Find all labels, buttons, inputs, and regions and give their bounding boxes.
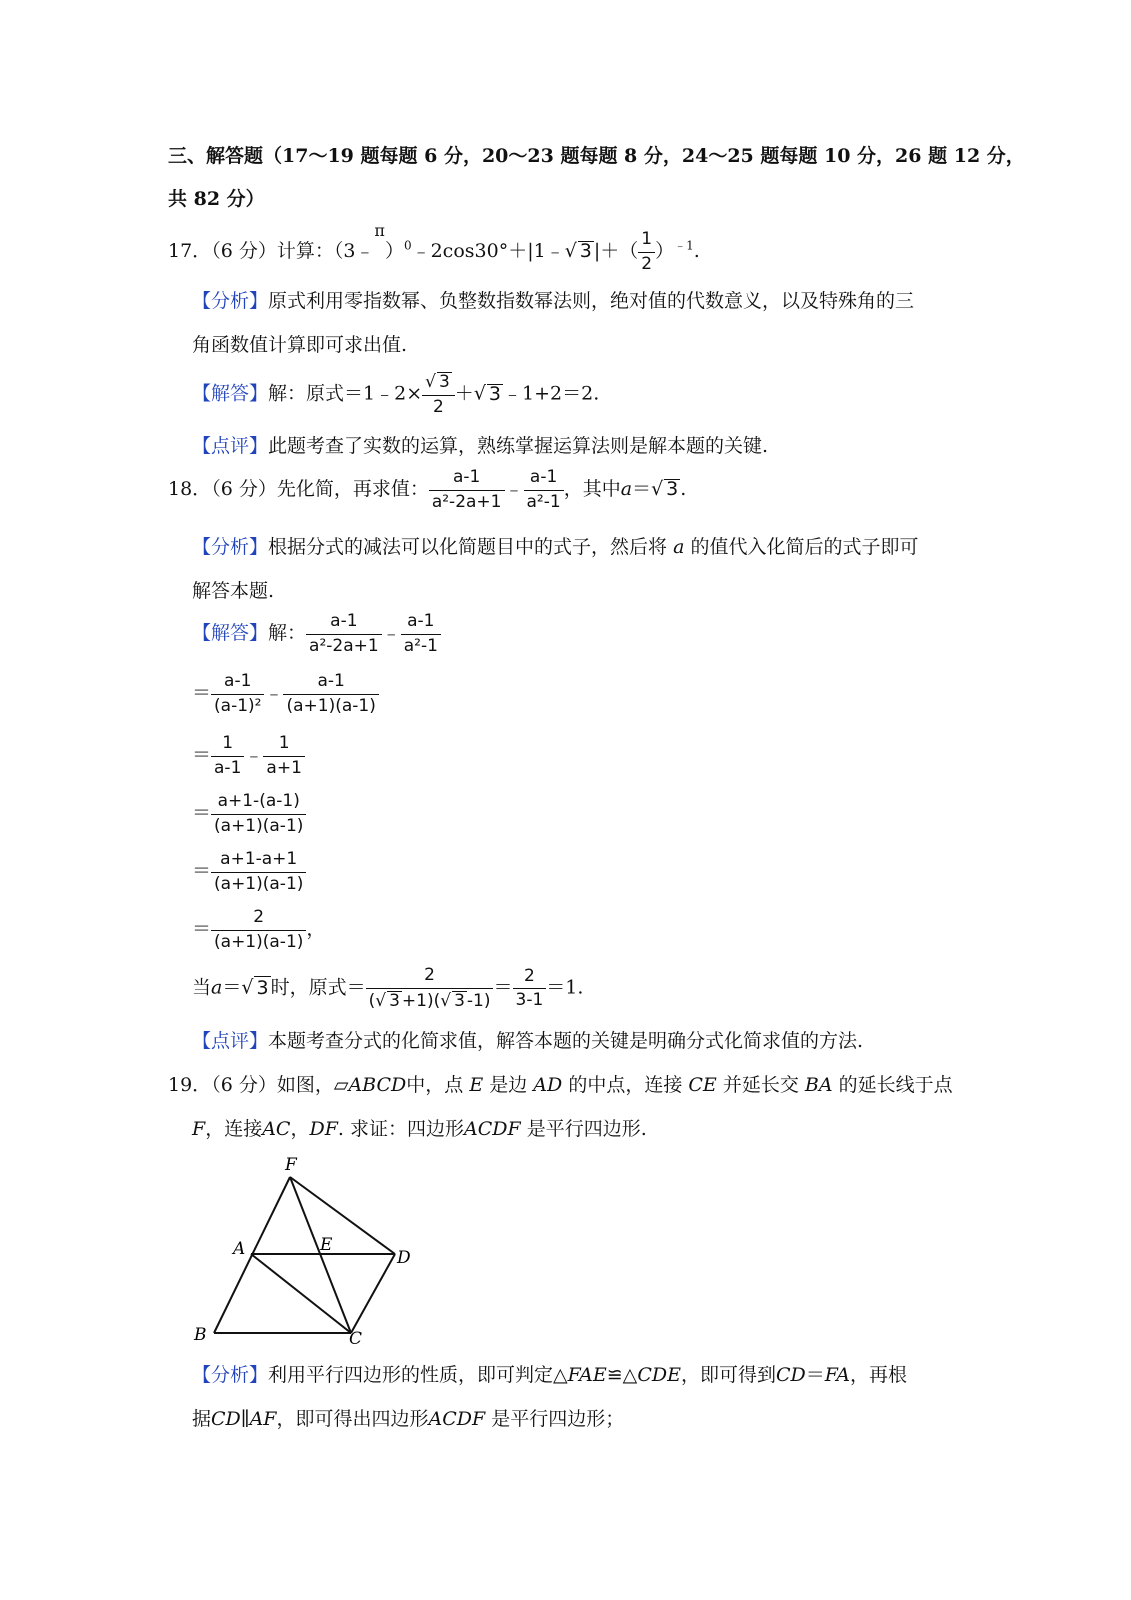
frac-den: (a+1)(a-1) bbox=[214, 815, 304, 836]
q19-analysis-cont bbox=[192, 1410, 624, 1429]
q18-op: ﹣ bbox=[381, 622, 401, 645]
step-frac bbox=[283, 672, 378, 716]
frac-den: (a+1)(a-1) bbox=[214, 873, 304, 894]
frac-den: 2 bbox=[433, 396, 444, 417]
q18-frac2 bbox=[401, 612, 441, 656]
q19-var: ACDF bbox=[428, 1408, 486, 1430]
analysis-tag: 【分析】 bbox=[192, 290, 269, 312]
q19-var: CD bbox=[775, 1364, 806, 1386]
q19-var: AF bbox=[249, 1408, 277, 1430]
final-frac bbox=[366, 966, 494, 1011]
q18-when: 时，原式＝ bbox=[270, 976, 366, 999]
q17-analysis-cont: 角函数值计算即可求出值. bbox=[192, 334, 408, 356]
frac-den bbox=[366, 989, 494, 1012]
frac-num: a+1-a+1 bbox=[211, 850, 306, 873]
q19-text: 是平行四边形. bbox=[526, 1118, 647, 1140]
q18-frac2 bbox=[524, 468, 564, 512]
parallel-icon: ∥ bbox=[240, 1408, 250, 1430]
step-frac bbox=[211, 672, 264, 716]
q18-op: ﹣ bbox=[264, 682, 284, 705]
frac-num: 2 bbox=[211, 908, 306, 931]
eq-sign: ＝ bbox=[192, 802, 212, 825]
q17-exp-neg: ﹣1 bbox=[674, 238, 694, 253]
frac-den: (a-1)² bbox=[214, 695, 262, 716]
q18-op: ﹣ bbox=[504, 478, 524, 501]
section-heading-cont: 共 82 分） bbox=[168, 188, 265, 210]
step-frac bbox=[263, 734, 304, 778]
frac-num: a+1-(a-1) bbox=[211, 792, 306, 815]
q18-cond: ，其中 bbox=[563, 478, 621, 501]
q19-text: . 求证：四边形 bbox=[337, 1118, 464, 1140]
q19-var: AC bbox=[262, 1118, 291, 1140]
q17-end: . bbox=[693, 240, 700, 263]
frac-num: a-1 bbox=[283, 672, 378, 695]
q18-analysis-text: 的值代入化简后的式子即可 bbox=[690, 536, 919, 558]
q19-text: ，连接 bbox=[205, 1118, 263, 1140]
analysis-tag: 【分析】 bbox=[192, 1364, 269, 1386]
q17-comment bbox=[192, 437, 768, 456]
q17-radicand: 3 bbox=[488, 382, 502, 405]
q19-var: FA bbox=[824, 1364, 851, 1386]
answer-tag: 【解答】 bbox=[192, 622, 269, 645]
label-A: A bbox=[233, 1239, 246, 1259]
q19-var: CDE bbox=[637, 1364, 681, 1386]
step-frac bbox=[211, 908, 306, 952]
frac-den: 3-1 bbox=[515, 990, 544, 1011]
q19-analysis-text: ，即可得到 bbox=[680, 1364, 776, 1386]
q17-answer-text: 解：原式＝1﹣2× bbox=[268, 382, 423, 405]
q18-stem bbox=[168, 468, 686, 512]
q19-stem bbox=[168, 1076, 953, 1095]
q19-analysis-text: 利用平行四边形的性质，即可判定△ bbox=[268, 1364, 568, 1386]
q17-analysis-text: 原式利用零指数幂、负整数指数幂法则，绝对值的代数意义，以及特殊角的三 bbox=[268, 290, 915, 312]
q18-var: a bbox=[620, 478, 633, 501]
q17-pi: π bbox=[374, 220, 385, 240]
q19-text: 中，点 bbox=[406, 1074, 464, 1096]
sqrt-icon: √ bbox=[440, 990, 452, 1011]
q17-comment-text: 此题考查了实数的运算，熟练掌握运算法则是解本题的关键. bbox=[268, 435, 769, 457]
sqrt-icon: √ bbox=[564, 240, 577, 263]
q18-number: 18． bbox=[168, 478, 212, 501]
q19-analysis-text: ≌△ bbox=[606, 1364, 638, 1386]
q18-var: a bbox=[211, 976, 223, 999]
q17-exp-zero: 0 bbox=[403, 238, 412, 253]
q19-var: ABCD bbox=[348, 1074, 407, 1096]
frac-den: a-1 bbox=[214, 757, 242, 778]
q19-var: DF bbox=[309, 1118, 338, 1140]
q19-text: ， bbox=[290, 1118, 310, 1140]
q18-final bbox=[192, 966, 583, 1011]
eq-sign: ＝ bbox=[493, 976, 513, 999]
q18-step-4 bbox=[192, 850, 306, 894]
q17-answer-text: ＋ bbox=[454, 382, 474, 405]
section-heading: 三、解答题（17～19 题每题 6 分，20～23 题每题 8 分，24～25 题每题 10 分，26 题 12 分， bbox=[168, 145, 1025, 167]
eq-sign: ＝ bbox=[192, 918, 212, 941]
q19-var: E bbox=[469, 1074, 484, 1096]
q17-score: （6 分）计算： bbox=[211, 240, 334, 263]
q19-text: 并延长交 bbox=[722, 1074, 799, 1096]
frac-num: a-1 bbox=[524, 468, 564, 491]
analysis-tag: 【分析】 bbox=[192, 536, 269, 558]
frac-num: 1 bbox=[638, 230, 655, 253]
q19-text: （6 分）如图，▱ bbox=[211, 1074, 349, 1096]
q19-analysis-text: 是平行四边形； bbox=[491, 1408, 625, 1430]
q18-end: . bbox=[680, 478, 687, 501]
q17-half bbox=[638, 230, 655, 274]
q18-final-end: ＝1. bbox=[546, 976, 584, 999]
q18-when: 当 bbox=[192, 976, 212, 999]
frac-num: a-1 bbox=[211, 672, 264, 695]
q19-var: CE bbox=[688, 1074, 717, 1096]
q18-radicand: 3 bbox=[256, 976, 269, 999]
q19-analysis-text: 据 bbox=[192, 1408, 212, 1430]
comment-tag: 【点评】 bbox=[192, 435, 269, 457]
q18-answer bbox=[192, 612, 441, 656]
sqrt-icon: √ bbox=[651, 478, 664, 501]
den-part: +1)( bbox=[401, 990, 441, 1011]
frac-num: a-1 bbox=[306, 612, 382, 635]
frac-den: 2 bbox=[641, 253, 653, 274]
q18-comment-text: 本题考查分式的化简求值，解答本题的关键是明确分式化简求值的方法. bbox=[268, 1030, 864, 1052]
frac-num: 2 bbox=[366, 966, 494, 989]
sqrt-icon: √ bbox=[241, 976, 254, 999]
q18-step-3 bbox=[192, 792, 306, 836]
label-E: E bbox=[320, 1235, 333, 1255]
eq-sign: ＝ bbox=[192, 744, 212, 767]
line-CD bbox=[351, 1254, 395, 1333]
frac-num: 1 bbox=[211, 734, 244, 757]
q19-stem-cont bbox=[192, 1120, 647, 1139]
frac-den: (a+1)(a-1) bbox=[214, 931, 304, 952]
frac-num: 2 bbox=[513, 967, 547, 990]
q17-radicand: 3 bbox=[579, 240, 592, 263]
q17-number: 17． bbox=[168, 240, 212, 263]
q19-var: CD bbox=[211, 1408, 241, 1430]
q19-var: ACDF bbox=[464, 1118, 521, 1140]
frac-den: a²-1 bbox=[403, 635, 438, 656]
q19-analysis bbox=[192, 1366, 907, 1385]
den-part: -1) bbox=[466, 990, 491, 1011]
q18-radicand: 3 bbox=[666, 478, 679, 501]
step-frac bbox=[211, 850, 306, 894]
label-C: C bbox=[349, 1329, 363, 1349]
q19-analysis-text: ，即可得出四边形 bbox=[276, 1408, 429, 1430]
q17-expr: ） bbox=[655, 240, 675, 263]
label-F: F bbox=[285, 1155, 297, 1175]
q17-answer bbox=[192, 372, 599, 417]
label-B: B bbox=[194, 1325, 207, 1345]
eq-sign: ＝ bbox=[192, 682, 212, 705]
q17-expr: |＋（ bbox=[593, 240, 639, 263]
q19-var: BA bbox=[804, 1074, 833, 1096]
q17-answer-text: ﹣1+2＝2. bbox=[503, 382, 600, 405]
frac-den: a²-2a+1 bbox=[431, 491, 502, 512]
q18-step-2 bbox=[192, 734, 305, 778]
den-part: ( bbox=[368, 990, 376, 1011]
eq-sign: ＝ bbox=[192, 860, 212, 883]
q17-analysis bbox=[192, 292, 914, 311]
q18-answer-text: 解： bbox=[268, 622, 307, 645]
eq-sign: ＝ bbox=[805, 1364, 825, 1386]
q18-analysis bbox=[192, 538, 918, 557]
label-D: D bbox=[397, 1248, 411, 1268]
q19-var: FAE bbox=[567, 1364, 607, 1386]
step-frac bbox=[211, 734, 244, 778]
q18-cond: ＝ bbox=[632, 478, 652, 501]
q18-comment bbox=[192, 1032, 863, 1051]
q18-op: ﹣ bbox=[244, 744, 264, 767]
q18-analysis-text: 根据分式的减法可以化简题目中的式子，然后将 bbox=[268, 536, 668, 558]
sqrt-icon: √ bbox=[425, 372, 436, 392]
q18-step-1 bbox=[192, 672, 379, 716]
frac-num: a-1 bbox=[401, 612, 441, 635]
frac-den: (a+1)(a-1) bbox=[286, 695, 376, 716]
frac-num: 3 bbox=[438, 372, 450, 392]
q17-answer-frac bbox=[422, 372, 455, 417]
frac-num: 1 bbox=[263, 734, 304, 757]
q17-expr: ） bbox=[384, 240, 404, 263]
step-frac bbox=[211, 792, 306, 836]
q19-text: 是边 bbox=[489, 1074, 528, 1096]
answer-tag: 【解答】 bbox=[192, 382, 269, 405]
q18-score: （6 分）先化简，再求值： bbox=[211, 478, 429, 501]
frac-num: a-1 bbox=[429, 468, 505, 491]
q19-figure bbox=[185, 1150, 425, 1350]
den-radicand: 3 bbox=[389, 990, 400, 1011]
q18-analysis-cont: 解答本题. bbox=[192, 580, 275, 602]
q18-frac1 bbox=[429, 468, 505, 512]
sqrt-icon: √ bbox=[473, 382, 486, 405]
frac-den: a²-1 bbox=[526, 491, 561, 512]
final-frac-2 bbox=[513, 967, 547, 1011]
sqrt-icon: √ bbox=[375, 990, 387, 1011]
frac-den: a²-2a+1 bbox=[309, 635, 379, 656]
q19-text: 的延长线于点 bbox=[838, 1074, 953, 1096]
q19-analysis-text: ，再根 bbox=[850, 1364, 908, 1386]
q18-step-5 bbox=[192, 908, 325, 952]
q19-number: 19． bbox=[168, 1074, 212, 1096]
comment-tag: 【点评】 bbox=[192, 1030, 269, 1052]
frac-den: a+1 bbox=[266, 757, 302, 778]
q17-expr: （3﹣ bbox=[333, 240, 375, 263]
q17-stem bbox=[168, 220, 700, 274]
q18-comma: ， bbox=[306, 918, 326, 941]
q19-text: 的中点，连接 bbox=[568, 1074, 683, 1096]
q17-expr: ﹣2cos30°＋|1﹣ bbox=[411, 240, 565, 263]
q18-var: a bbox=[673, 536, 685, 558]
den-radicand: 3 bbox=[454, 990, 465, 1011]
q18-when: ＝ bbox=[222, 976, 242, 999]
q19-var: F bbox=[192, 1118, 206, 1140]
q18-frac1 bbox=[306, 612, 382, 656]
q19-var: AD bbox=[533, 1074, 563, 1096]
